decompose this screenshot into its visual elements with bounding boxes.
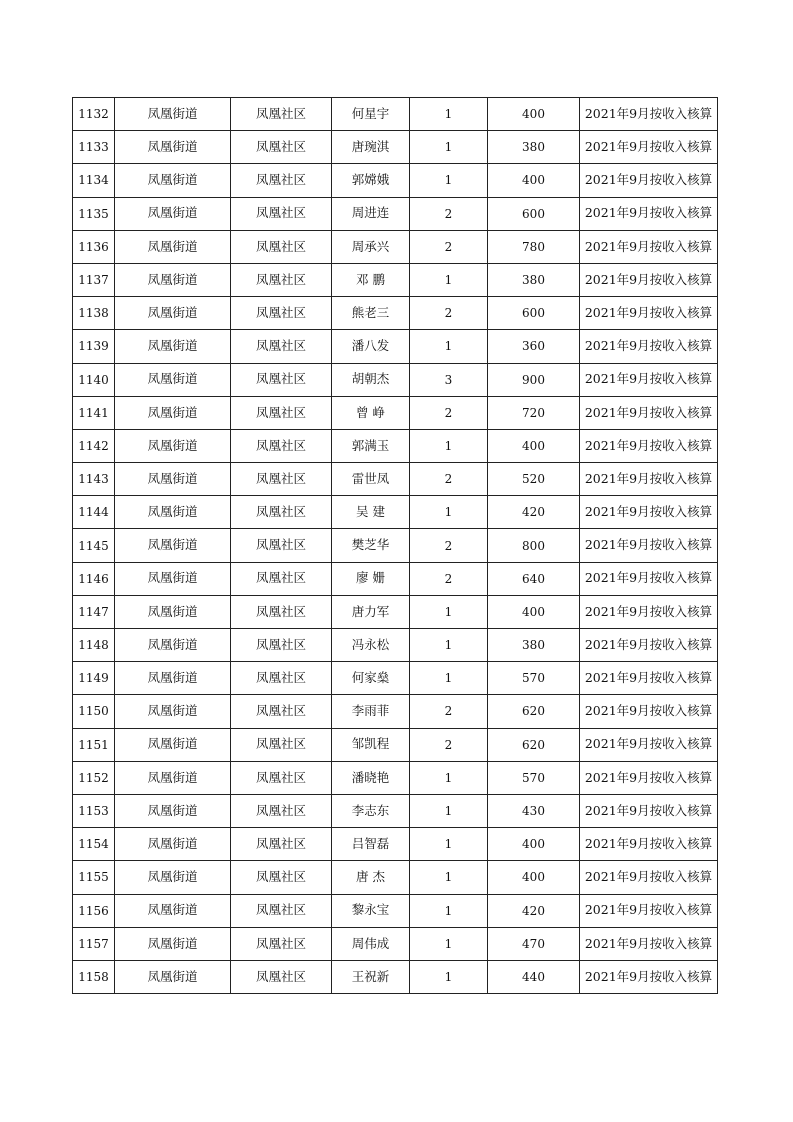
cell-street: 凤凰街道 [115, 330, 231, 363]
cell-serial-number: 1133 [73, 131, 115, 164]
table-row [73, 728, 718, 761]
cell-community: 凤凰社区 [231, 197, 332, 230]
cell-serial-number: 1154 [73, 828, 115, 861]
table-row [73, 794, 718, 827]
cell-household-count: 2 [410, 695, 488, 728]
cell-amount: 600 [488, 297, 580, 330]
cell-household-count: 2 [410, 728, 488, 761]
cell-serial-number: 1153 [73, 794, 115, 827]
cell-person-name: 熊老三 [332, 297, 410, 330]
cell-amount: 360 [488, 330, 580, 363]
table-row [73, 894, 718, 927]
cell-amount: 520 [488, 463, 580, 496]
cell-street: 凤凰街道 [115, 396, 231, 429]
cell-note: 2021年9月按收入核算 [580, 429, 718, 462]
cell-note: 2021年9月按收入核算 [580, 396, 718, 429]
cell-person-name: 樊芝华 [332, 529, 410, 562]
cell-street: 凤凰街道 [115, 794, 231, 827]
cell-serial-number: 1136 [73, 230, 115, 263]
cell-amount: 400 [488, 98, 580, 131]
cell-note: 2021年9月按收入核算 [580, 297, 718, 330]
cell-note: 2021年9月按收入核算 [580, 728, 718, 761]
cell-serial-number: 1143 [73, 463, 115, 496]
cell-person-name: 唐 杰 [332, 861, 410, 894]
cell-household-count: 2 [410, 297, 488, 330]
cell-note: 2021年9月按收入核算 [580, 197, 718, 230]
cell-serial-number: 1140 [73, 363, 115, 396]
cell-serial-number: 1145 [73, 529, 115, 562]
cell-street: 凤凰街道 [115, 429, 231, 462]
cell-person-name: 邓 鹏 [332, 263, 410, 296]
cell-serial-number: 1141 [73, 396, 115, 429]
cell-household-count: 1 [410, 629, 488, 662]
cell-note: 2021年9月按收入核算 [580, 98, 718, 131]
cell-street: 凤凰街道 [115, 595, 231, 628]
cell-note: 2021年9月按收入核算 [580, 861, 718, 894]
cell-serial-number: 1149 [73, 662, 115, 695]
cell-amount: 380 [488, 629, 580, 662]
table-row [73, 98, 718, 131]
table-row [73, 761, 718, 794]
cell-serial-number: 1138 [73, 297, 115, 330]
cell-amount: 420 [488, 894, 580, 927]
cell-note: 2021年9月按收入核算 [580, 131, 718, 164]
cell-street: 凤凰街道 [115, 463, 231, 496]
cell-amount: 380 [488, 263, 580, 296]
cell-household-count: 1 [410, 894, 488, 927]
cell-serial-number: 1157 [73, 927, 115, 960]
cell-note: 2021年9月按收入核算 [580, 330, 718, 363]
cell-amount: 400 [488, 595, 580, 628]
cell-amount: 570 [488, 662, 580, 695]
cell-household-count: 1 [410, 761, 488, 794]
cell-person-name: 何家燊 [332, 662, 410, 695]
cell-amount: 400 [488, 164, 580, 197]
table-row [73, 230, 718, 263]
cell-person-name: 郭满玉 [332, 429, 410, 462]
cell-street: 凤凰街道 [115, 131, 231, 164]
cell-street: 凤凰街道 [115, 662, 231, 695]
cell-serial-number: 1150 [73, 695, 115, 728]
cell-person-name: 何星宇 [332, 98, 410, 131]
cell-household-count: 1 [410, 828, 488, 861]
cell-street: 凤凰街道 [115, 828, 231, 861]
cell-person-name: 雷世凤 [332, 463, 410, 496]
table-row [73, 629, 718, 662]
cell-serial-number: 1137 [73, 263, 115, 296]
cell-person-name: 周进连 [332, 197, 410, 230]
cell-person-name: 曾 峥 [332, 396, 410, 429]
cell-household-count: 2 [410, 197, 488, 230]
table-row [73, 595, 718, 628]
cell-person-name: 唐力军 [332, 595, 410, 628]
table-row [73, 562, 718, 595]
cell-person-name: 吴 建 [332, 496, 410, 529]
cell-street: 凤凰街道 [115, 761, 231, 794]
cell-street: 凤凰街道 [115, 363, 231, 396]
cell-person-name: 郭嫦娥 [332, 164, 410, 197]
cell-community: 凤凰社区 [231, 230, 332, 263]
cell-household-count: 1 [410, 98, 488, 131]
cell-community: 凤凰社区 [231, 297, 332, 330]
cell-note: 2021年9月按收入核算 [580, 529, 718, 562]
cell-household-count: 1 [410, 662, 488, 695]
cell-person-name: 黎永宝 [332, 894, 410, 927]
cell-street: 凤凰街道 [115, 861, 231, 894]
cell-community: 凤凰社区 [231, 330, 332, 363]
records-table [72, 97, 718, 994]
cell-household-count: 1 [410, 595, 488, 628]
cell-serial-number: 1132 [73, 98, 115, 131]
cell-amount: 640 [488, 562, 580, 595]
cell-note: 2021年9月按收入核算 [580, 463, 718, 496]
cell-person-name: 邹凯程 [332, 728, 410, 761]
cell-street: 凤凰街道 [115, 297, 231, 330]
cell-community: 凤凰社区 [231, 794, 332, 827]
cell-community: 凤凰社区 [231, 662, 332, 695]
cell-note: 2021年9月按收入核算 [580, 562, 718, 595]
cell-person-name: 王祝新 [332, 960, 410, 993]
table-row [73, 263, 718, 296]
cell-person-name: 唐琬淇 [332, 131, 410, 164]
cell-amount: 620 [488, 695, 580, 728]
cell-serial-number: 1152 [73, 761, 115, 794]
cell-amount: 620 [488, 728, 580, 761]
cell-amount: 400 [488, 429, 580, 462]
cell-community: 凤凰社区 [231, 463, 332, 496]
cell-community: 凤凰社区 [231, 761, 332, 794]
cell-serial-number: 1156 [73, 894, 115, 927]
cell-household-count: 1 [410, 960, 488, 993]
table-row [73, 363, 718, 396]
cell-household-count: 1 [410, 927, 488, 960]
cell-household-count: 2 [410, 562, 488, 595]
cell-serial-number: 1158 [73, 960, 115, 993]
records-table-body [73, 98, 718, 994]
cell-serial-number: 1155 [73, 861, 115, 894]
cell-street: 凤凰街道 [115, 894, 231, 927]
cell-person-name: 周伟成 [332, 927, 410, 960]
cell-serial-number: 1135 [73, 197, 115, 230]
cell-note: 2021年9月按收入核算 [580, 794, 718, 827]
cell-street: 凤凰街道 [115, 263, 231, 296]
cell-community: 凤凰社区 [231, 396, 332, 429]
cell-household-count: 1 [410, 131, 488, 164]
cell-person-name: 李志东 [332, 794, 410, 827]
table-row [73, 927, 718, 960]
table-row [73, 662, 718, 695]
cell-serial-number: 1142 [73, 429, 115, 462]
cell-serial-number: 1147 [73, 595, 115, 628]
table-row [73, 429, 718, 462]
cell-amount: 400 [488, 828, 580, 861]
cell-household-count: 2 [410, 463, 488, 496]
cell-note: 2021年9月按收入核算 [580, 363, 718, 396]
cell-note: 2021年9月按收入核算 [580, 164, 718, 197]
table-row [73, 828, 718, 861]
cell-person-name: 周承兴 [332, 230, 410, 263]
cell-street: 凤凰街道 [115, 629, 231, 662]
table-row [73, 131, 718, 164]
cell-note: 2021年9月按收入核算 [580, 828, 718, 861]
cell-community: 凤凰社区 [231, 629, 332, 662]
cell-household-count: 1 [410, 164, 488, 197]
cell-household-count: 1 [410, 496, 488, 529]
cell-amount: 420 [488, 496, 580, 529]
cell-community: 凤凰社区 [231, 131, 332, 164]
cell-amount: 470 [488, 927, 580, 960]
cell-community: 凤凰社区 [231, 562, 332, 595]
cell-street: 凤凰街道 [115, 197, 231, 230]
cell-community: 凤凰社区 [231, 695, 332, 728]
cell-amount: 440 [488, 960, 580, 993]
cell-person-name: 胡朝杰 [332, 363, 410, 396]
cell-amount: 780 [488, 230, 580, 263]
cell-community: 凤凰社区 [231, 595, 332, 628]
cell-amount: 600 [488, 197, 580, 230]
cell-street: 凤凰街道 [115, 496, 231, 529]
cell-amount: 900 [488, 363, 580, 396]
cell-street: 凤凰街道 [115, 960, 231, 993]
cell-community: 凤凰社区 [231, 98, 332, 131]
cell-household-count: 1 [410, 861, 488, 894]
cell-household-count: 3 [410, 363, 488, 396]
table-row [73, 960, 718, 993]
cell-street: 凤凰街道 [115, 728, 231, 761]
cell-community: 凤凰社区 [231, 363, 332, 396]
cell-serial-number: 1146 [73, 562, 115, 595]
cell-amount: 570 [488, 761, 580, 794]
cell-household-count: 2 [410, 396, 488, 429]
cell-household-count: 1 [410, 794, 488, 827]
cell-household-count: 1 [410, 263, 488, 296]
cell-community: 凤凰社区 [231, 496, 332, 529]
cell-community: 凤凰社区 [231, 164, 332, 197]
cell-street: 凤凰街道 [115, 164, 231, 197]
table-row [73, 330, 718, 363]
cell-community: 凤凰社区 [231, 263, 332, 296]
cell-street: 凤凰街道 [115, 562, 231, 595]
cell-person-name: 李雨菲 [332, 695, 410, 728]
table-row [73, 197, 718, 230]
cell-person-name: 潘晓艳 [332, 761, 410, 794]
cell-amount: 800 [488, 529, 580, 562]
cell-note: 2021年9月按收入核算 [580, 927, 718, 960]
cell-note: 2021年9月按收入核算 [580, 263, 718, 296]
cell-street: 凤凰街道 [115, 230, 231, 263]
cell-note: 2021年9月按收入核算 [580, 230, 718, 263]
cell-community: 凤凰社区 [231, 960, 332, 993]
cell-serial-number: 1151 [73, 728, 115, 761]
cell-household-count: 1 [410, 330, 488, 363]
cell-household-count: 2 [410, 529, 488, 562]
cell-community: 凤凰社区 [231, 429, 332, 462]
cell-note: 2021年9月按收入核算 [580, 761, 718, 794]
table-row [73, 396, 718, 429]
cell-note: 2021年9月按收入核算 [580, 496, 718, 529]
cell-note: 2021年9月按收入核算 [580, 960, 718, 993]
cell-serial-number: 1144 [73, 496, 115, 529]
cell-community: 凤凰社区 [231, 728, 332, 761]
table-row [73, 529, 718, 562]
cell-person-name: 冯永松 [332, 629, 410, 662]
table-row [73, 496, 718, 529]
cell-amount: 430 [488, 794, 580, 827]
cell-note: 2021年9月按收入核算 [580, 629, 718, 662]
cell-community: 凤凰社区 [231, 927, 332, 960]
cell-note: 2021年9月按收入核算 [580, 595, 718, 628]
cell-person-name: 廖 姗 [332, 562, 410, 595]
table-row [73, 695, 718, 728]
cell-community: 凤凰社区 [231, 529, 332, 562]
table-row [73, 164, 718, 197]
cell-serial-number: 1139 [73, 330, 115, 363]
cell-note: 2021年9月按收入核算 [580, 695, 718, 728]
cell-household-count: 2 [410, 230, 488, 263]
cell-street: 凤凰街道 [115, 927, 231, 960]
cell-serial-number: 1134 [73, 164, 115, 197]
cell-person-name: 潘八发 [332, 330, 410, 363]
cell-amount: 400 [488, 861, 580, 894]
cell-note: 2021年9月按收入核算 [580, 894, 718, 927]
table-row [73, 463, 718, 496]
cell-street: 凤凰街道 [115, 98, 231, 131]
cell-community: 凤凰社区 [231, 828, 332, 861]
cell-amount: 380 [488, 131, 580, 164]
cell-serial-number: 1148 [73, 629, 115, 662]
cell-household-count: 1 [410, 429, 488, 462]
cell-person-name: 吕智磊 [332, 828, 410, 861]
cell-note: 2021年9月按收入核算 [580, 662, 718, 695]
table-row [73, 297, 718, 330]
cell-street: 凤凰街道 [115, 695, 231, 728]
table-row [73, 861, 718, 894]
cell-community: 凤凰社区 [231, 861, 332, 894]
cell-street: 凤凰街道 [115, 529, 231, 562]
cell-community: 凤凰社区 [231, 894, 332, 927]
cell-amount: 720 [488, 396, 580, 429]
